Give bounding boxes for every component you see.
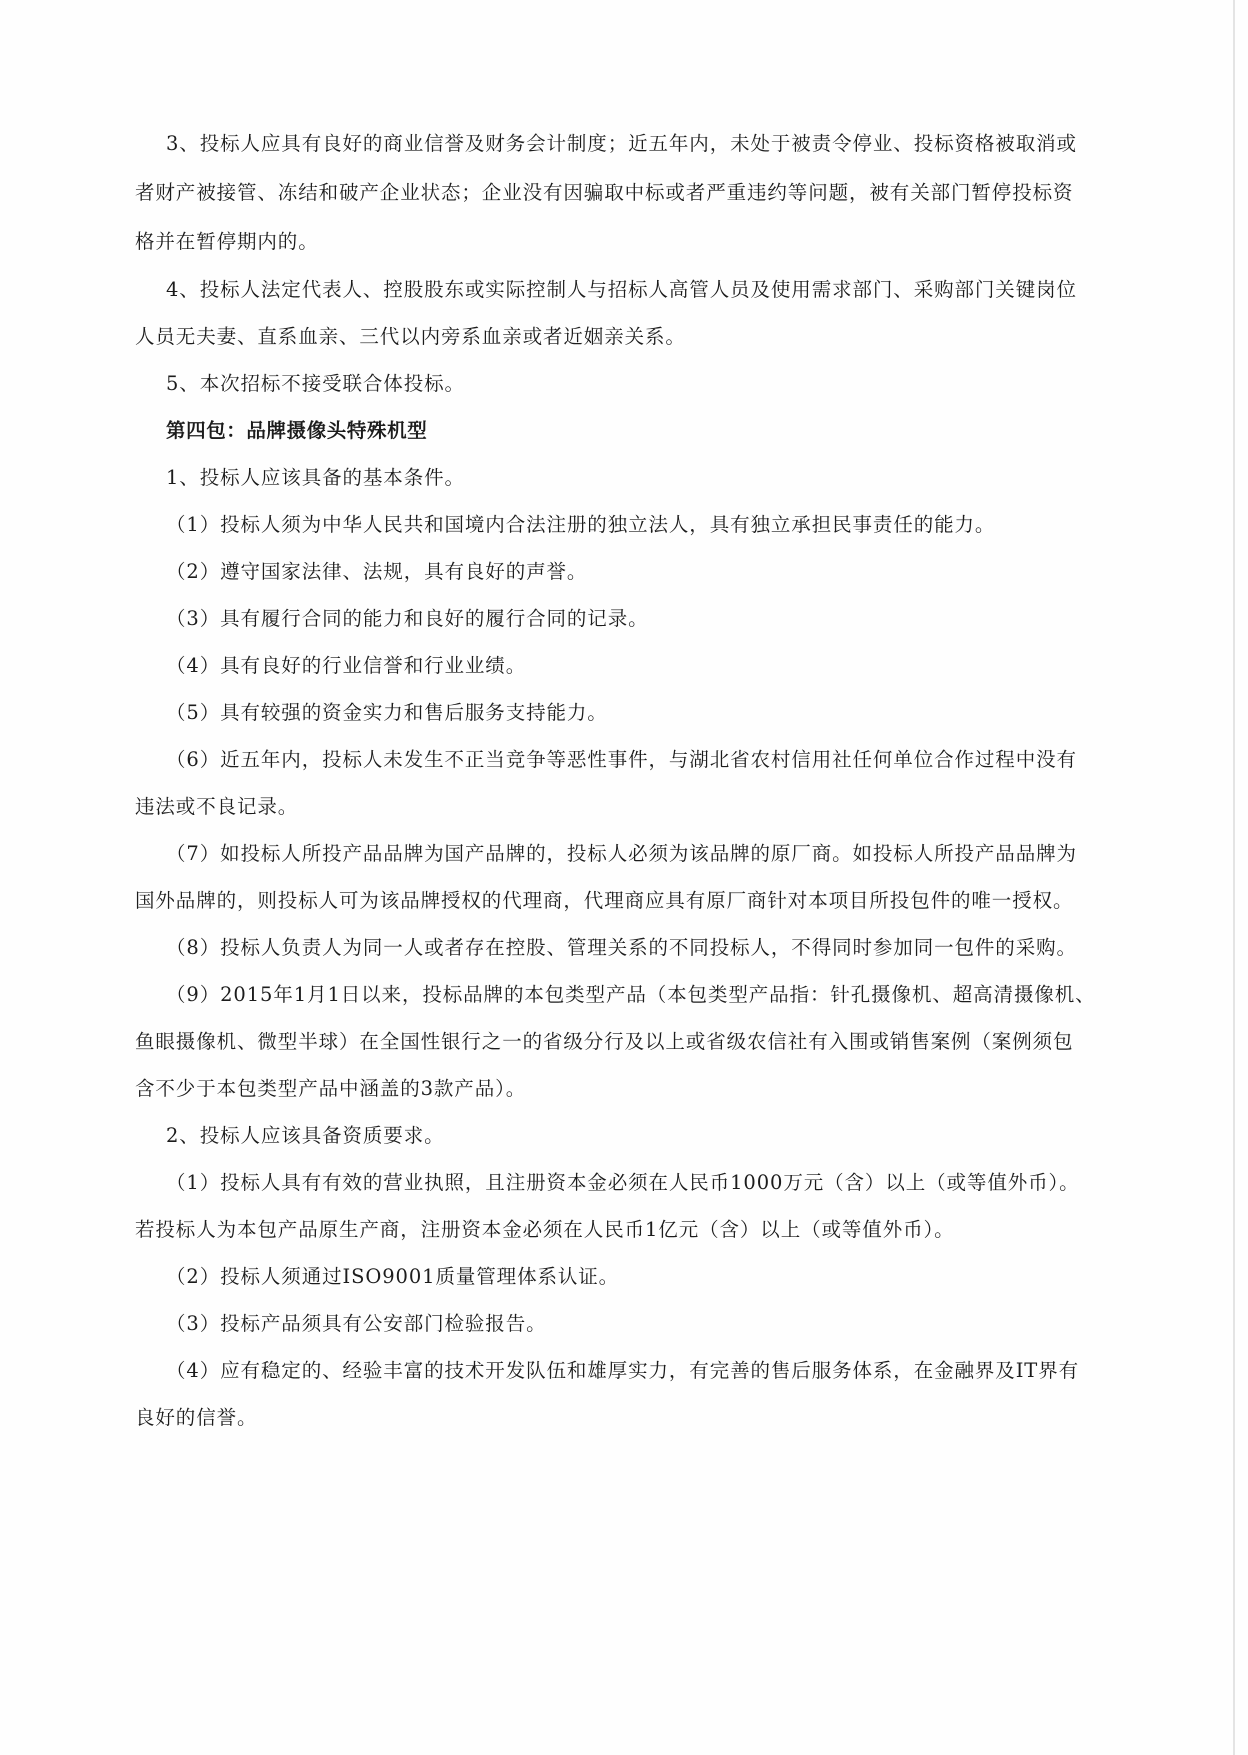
item5: 5、本次招标不接受联合体投标。 xyxy=(166,372,465,395)
condition-6-line2: 违法或不良记录。 xyxy=(135,795,299,818)
scan-edge-shadow xyxy=(1233,0,1235,1755)
condition-9-line1: （9）2015年1月1日以来，投标品牌的本包类型产品（本包类型产品指：针孔摄像机、超高清摄像机、 xyxy=(166,983,1096,1006)
item4-line1: 4、投标人法定代表人、控股股东或实际控制人与招标人高管人员及使用需求部门、采购部门关键岗位 xyxy=(166,278,1077,301)
qualification-4-line1: （4）应有稳定的、经验丰富的技术开发队伍和雄厚实力，有完善的售后服务体系，在金融界及IT界有 xyxy=(166,1359,1080,1382)
section2-title: 2、投标人应该具备资质要求。 xyxy=(166,1124,445,1147)
condition-9-line3: 含不少于本包类型产品中涵盖的3款产品）。 xyxy=(135,1077,527,1100)
item3-line1: 3、投标人应具有良好的商业信誉及财务会计制度；近五年内，未处于被责令停业、投标资格被取消或 xyxy=(166,132,1077,155)
condition-5: （5）具有较强的资金实力和售后服务支持能力。 xyxy=(166,701,608,724)
condition-1: （1）投标人须为中华人民共和国境内合法注册的独立法人，具有独立承担民事责任的能力。 xyxy=(166,513,996,536)
condition-3: （3）具有履行合同的能力和良好的履行合同的记录。 xyxy=(166,607,649,630)
condition-2: （2）遵守国家法律、法规，具有良好的声誉。 xyxy=(166,560,588,583)
condition-4: （4）具有良好的行业信誉和行业业绩。 xyxy=(166,654,527,677)
section1-title: 1、投标人应该具备的基本条件。 xyxy=(166,466,465,489)
condition-9-line2: 鱼眼摄像机、微型半球）在全国性银行之一的省级分行及以上或省级农信社有入围或销售案例（案例须包 xyxy=(135,1030,1074,1053)
item4-line2: 人员无夫妻、直系血亲、三代以内旁系血亲或者近姻亲关系。 xyxy=(135,325,686,348)
package4-heading: 第四包：品牌摄像头特殊机型 xyxy=(166,419,428,442)
condition-6-line1: （6）近五年内，投标人未发生不正当竞争等恶性事件，与湖北省农村信用社任何单位合作过程中没有 xyxy=(166,748,1077,771)
qualification-1-line2: 若投标人为本包产品原生产商，注册资本金必须在人民币1亿元（含）以上（或等值外币）。 xyxy=(135,1218,955,1241)
qualification-4-line2: 良好的信誉。 xyxy=(135,1406,258,1429)
condition-7-line2: 国外品牌的，则投标人可为该品牌授权的代理商，代理商应具有原厂商针对本项目所投包件的唯一授权。 xyxy=(135,889,1074,912)
qualification-1-line1: （1）投标人具有有效的营业执照，且注册资本金必须在人民币1000万元（含）以上（或等值外币）。 xyxy=(166,1171,1080,1194)
item3-line2: 者财产被接管、冻结和破产企业状态；企业没有因骗取中标或者严重违约等问题，被有关部门暂停投标资 xyxy=(135,181,1074,204)
item3-line3: 格并在暂停期内的。 xyxy=(135,230,319,253)
condition-7-line1: （7）如投标人所投产品品牌为国产品牌的，投标人必须为该品牌的原厂商。如投标人所投产品品牌为 xyxy=(166,842,1077,865)
condition-8: （8）投标人负责人为同一人或者存在控股、管理关系的不同投标人，不得同时参加同一包件的采购。 xyxy=(166,936,1077,959)
qualification-3: （3）投标产品须具有公安部门检验报告。 xyxy=(166,1312,547,1335)
qualification-2: （2）投标人须通过ISO9001质量管理体系认证。 xyxy=(166,1265,620,1288)
